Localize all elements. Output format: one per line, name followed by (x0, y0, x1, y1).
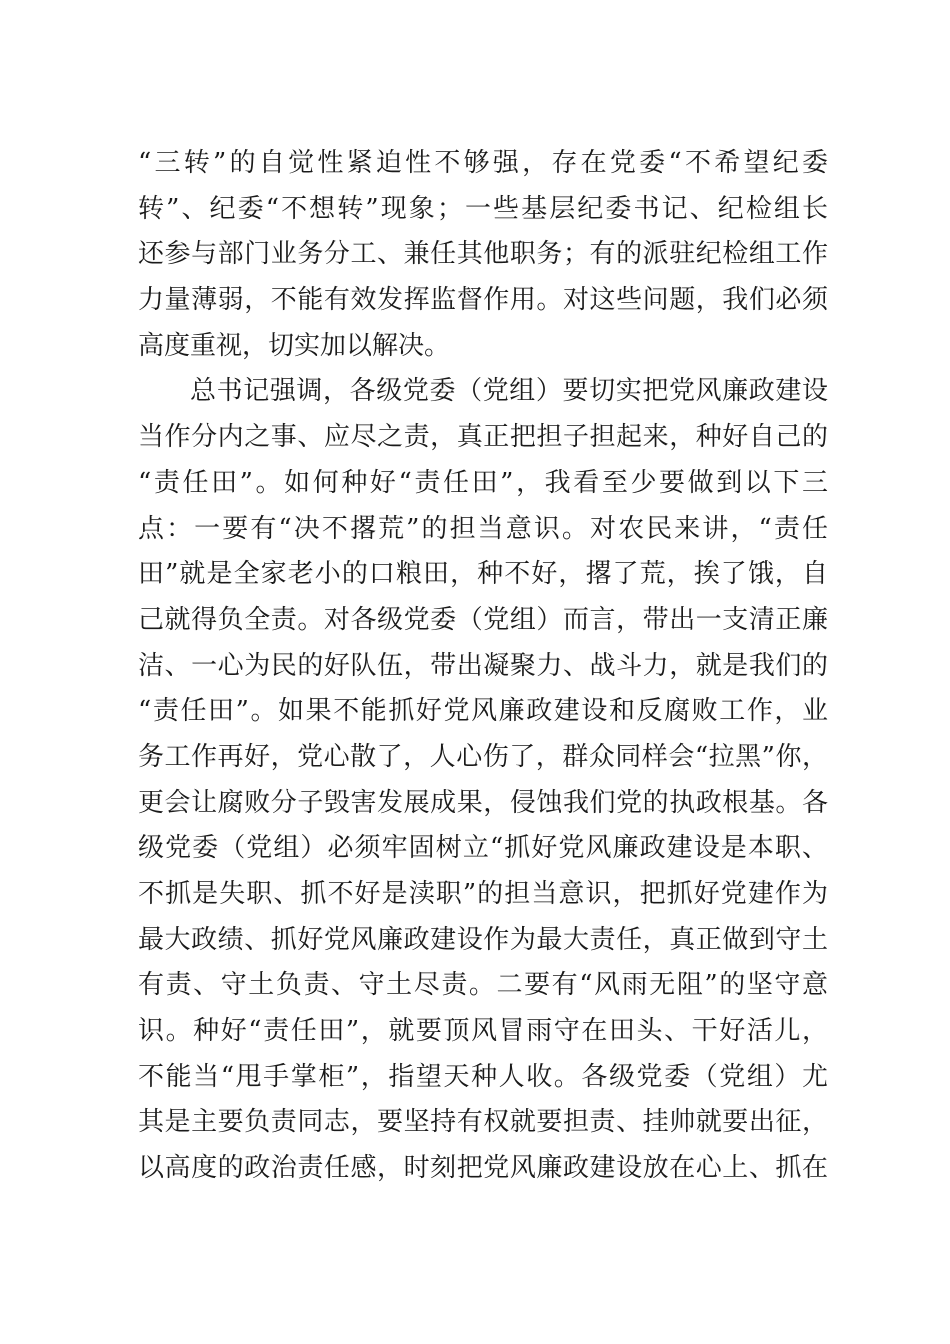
text-line: “三转”的自觉性紧迫性不够强，存在党委“不希望纪委 (138, 148, 828, 178)
text-line: 洁、一心为民的好队伍，带出凝聚力、战斗力，就是我们的 (138, 650, 828, 681)
text-line: 田”就是全家老小的口粮田，种不好，撂了荒，挨了饿，自 (138, 559, 828, 590)
text-line: 转”、纪委“不想转”现象；一些基层纪委书记、纪检组长 (138, 193, 828, 224)
text-line: 级党委（党组）必须牢固树立“抓好党风廉政建设是本职、 (138, 833, 828, 864)
text-line: 识。种好“责任田”，就要顶风冒雨守在田头、干好活儿， (138, 1016, 828, 1047)
text-line: 高度重视，切实加以解决。 (138, 330, 451, 361)
text-line: 点：一要有“决不撂荒”的担当意识。对农民来讲，“责任 (138, 513, 828, 544)
text-line: 有责、守土负责、守土尽责。二要有“风雨无阻”的坚守意 (138, 970, 828, 1001)
text-line: 以高度的政治责任感，时刻把党风廉政建设放在心上、抓在 (138, 1153, 828, 1184)
text-line: 更会让腐败分子毁害发展成果，侵蚀我们党的执政根基。各 (138, 787, 828, 818)
text-line: 务工作再好，党心散了，人心伤了，群众同样会“拉黑”你， (138, 741, 828, 772)
text-line: 其是主要负责同志，要坚持有权就要担责、挂帅就要出征， (138, 1107, 828, 1138)
text-line: 不抓是失职、抓不好是渎职”的担当意识，把抓好党建作为 (138, 879, 828, 909)
text-line: 不能当“甩手掌柜”，指望天种人收。各级党委（党组）尤 (138, 1061, 828, 1092)
text-line: 最大政绩、抓好党风廉政建设作为最大责任，真正做到守土 (138, 924, 828, 955)
paragraph-start-line: 总书记强调，各级党委（党组）要切实把党风廉政建设 (190, 376, 828, 407)
body-text (138, 141, 828, 1192)
text-line: “责任田”。如果不能抓好党风廉政建设和反腐败工作，业 (138, 696, 828, 727)
text-line: 力量薄弱，不能有效发挥监督作用。对这些问题，我们必须 (138, 285, 828, 316)
text-line: “责任田”。如何种好“责任田”，我看至少要做到以下三 (138, 467, 828, 498)
text-line: 己就得负全责。对各级党委（党组）而言，带出一支清正廉 (138, 604, 828, 635)
text-line: 还参与部门业务分工、兼任其他职务；有的派驻纪检组工作 (138, 239, 828, 270)
text-line: 当作分内之事、应尽之责，真正把担子担起来，种好自己的 (138, 422, 828, 453)
